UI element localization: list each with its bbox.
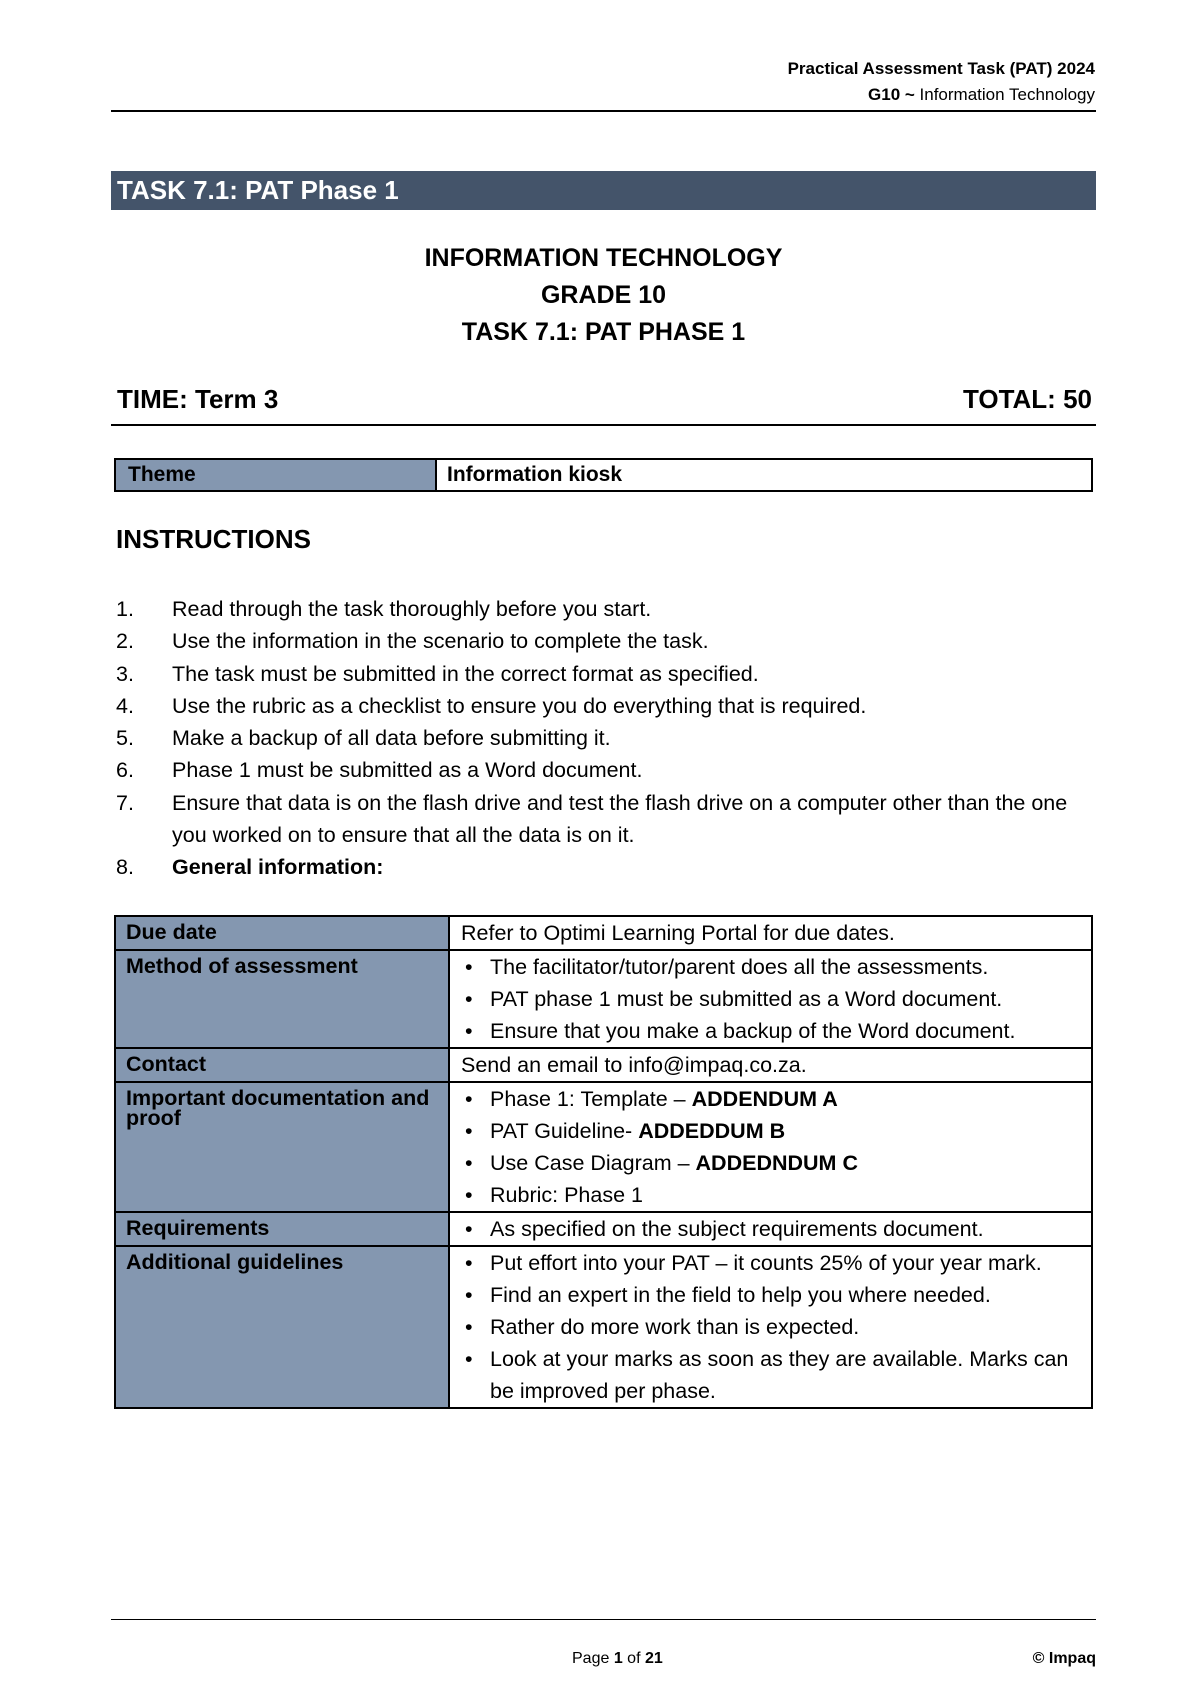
- table-row: [115, 1212, 1092, 1246]
- list-item: 3. The task must be submitted in the correct format as specified.: [116, 661, 759, 686]
- list-item: • Find an expert in the field to help you where needed.: [461, 1279, 1081, 1311]
- theme-table: [114, 458, 1093, 492]
- list-item: • Use Case Diagram – ADDEDNDUM C: [461, 1147, 1081, 1179]
- list-item: 4. Use the rubric as a checklist to ensure you do everything that is required.: [116, 693, 867, 718]
- list-item: • PAT Guideline- ADDEDDUM B: [461, 1115, 1081, 1147]
- due-date-value: Refer to Optimi Learning Portal for due dates.: [449, 916, 1092, 950]
- table-row: [115, 1082, 1092, 1212]
- footer-divider: [111, 1619, 1096, 1620]
- table-row: [115, 916, 1092, 950]
- contact-label: Contact: [115, 1048, 449, 1082]
- table-row: [115, 1048, 1092, 1082]
- list-item: • Rather do more work than is expected.: [461, 1311, 1081, 1343]
- instructions-list: [116, 593, 1096, 884]
- documentation-value: [449, 1082, 1092, 1212]
- additional-guidelines-label: Additional guidelines: [115, 1246, 449, 1408]
- general-info-table: [114, 915, 1093, 1409]
- list-item: 1. Read through the task thoroughly before you start.: [116, 597, 652, 621]
- task-banner: TASK 7.1: PAT Phase 1: [111, 171, 1096, 210]
- list-item: • The facilitator/tutor/parent does all the assessments.: [461, 951, 1081, 983]
- page-header: [788, 56, 1095, 108]
- table-row: [115, 950, 1092, 1048]
- list-item: 2. Use the information in the scenario to complete the task.: [116, 629, 709, 654]
- title-task: TASK 7.1: PAT PHASE 1: [461, 318, 746, 346]
- requirements-value: [449, 1212, 1092, 1246]
- list-item: • PAT phase 1 must be submitted as a Word document.: [461, 983, 1081, 1015]
- requirements-label: Requirements: [115, 1212, 449, 1246]
- document-titles: [111, 240, 1096, 351]
- header-grade: G10 ~: [868, 85, 915, 104]
- total-label: TOTAL: 50: [962, 384, 1092, 414]
- title-grade: GRADE 10: [540, 281, 667, 309]
- list-item: 5. Make a backup of all data before submitting it.: [116, 726, 611, 751]
- list-item: 7. Ensure that data is on the flash drive and test the flash drive on a computer other than the one you worked on to ensure that all the data is on it.: [116, 790, 1068, 848]
- list-item: • Ensure that you make a backup of the Word document.: [461, 1015, 1081, 1047]
- documentation-label: Important documentation and proof: [115, 1082, 449, 1212]
- theme-value: Information kiosk: [447, 463, 623, 486]
- list-item: • Put effort into your PAT – it counts 25% of your year mark.: [461, 1247, 1081, 1279]
- table-row: [115, 1246, 1092, 1408]
- copyright: © Impaq: [1032, 1650, 1096, 1667]
- list-item: • As specified on the subject requirements document.: [461, 1213, 1081, 1245]
- additional-guidelines-value: [449, 1246, 1092, 1408]
- time-divider: [111, 424, 1096, 426]
- method-label: Method of assessment: [115, 950, 449, 1048]
- header-subject: Information Technology: [914, 85, 1095, 104]
- header-divider: [111, 110, 1096, 112]
- list-item: • Look at your marks as soon as they are available. Marks can be improved per phase.: [461, 1343, 1081, 1407]
- time-total-row: [117, 384, 1092, 415]
- time-label: TIME: Term 3: [117, 384, 279, 414]
- list-item: • Rubric: Phase 1: [461, 1179, 1081, 1211]
- method-value: [449, 950, 1092, 1048]
- due-date-label: Due date: [115, 916, 449, 950]
- list-item: 6. Phase 1 must be submitted as a Word document.: [116, 758, 643, 783]
- instructions-heading: INSTRUCTIONS: [116, 524, 311, 554]
- contact-value: Send an email to info@impaq.co.za.: [449, 1048, 1092, 1082]
- page-number: Page 1 of 21: [572, 1650, 663, 1667]
- header-title: Practical Assessment Task (PAT) 2024: [787, 59, 1095, 78]
- title-subject: INFORMATION TECHNOLOGY: [424, 244, 783, 272]
- list-item: 8. General information:: [116, 855, 384, 880]
- header-subtitle: [788, 82, 1095, 108]
- list-item: • Phase 1: Template – ADDENDUM A: [461, 1083, 1081, 1115]
- theme-label: Theme: [116, 460, 437, 490]
